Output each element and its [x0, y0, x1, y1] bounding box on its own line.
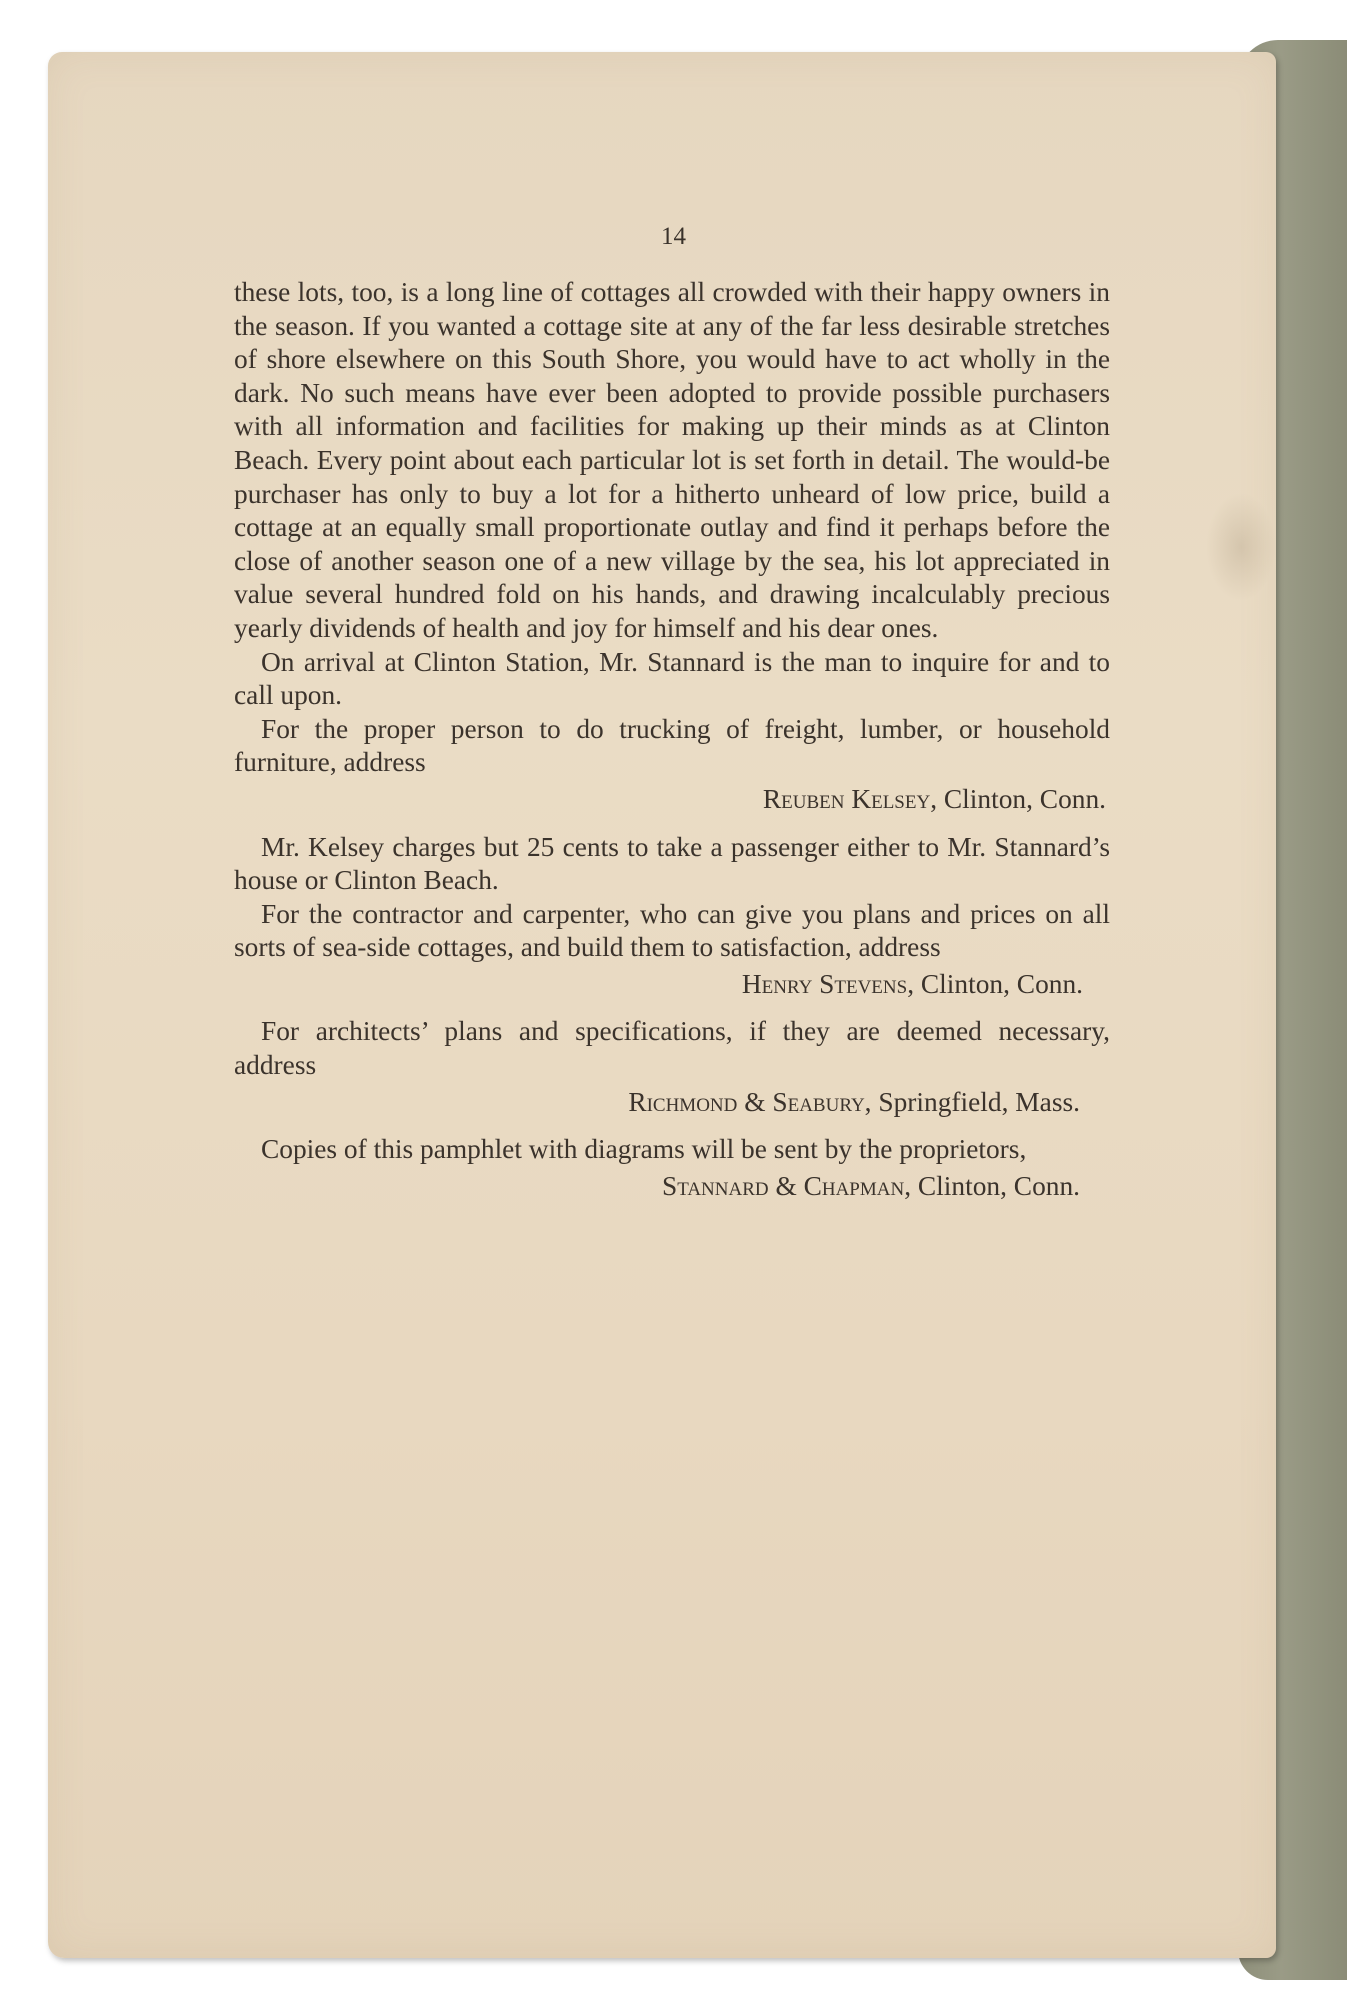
paragraph-arrival: On arrival at Clinton Station, Mr. Stannard is the man to inquire for and to call upon. — [234, 646, 1110, 711]
paragraph-copies: Copies of this pamphlet with diagrams will be sent by the proprietors, — [261, 1134, 1027, 1165]
contact-richmond-seabury — [234, 1086, 1110, 1120]
paragraph-lots: these lots, too, is a long line of cottages all crowded with their happy owners in the season. If you wanted a cottage site at any of the far less desirable stretches of shore elsewhere on this South Shore, you would have to act wholly in the dark. No such means have ever been adopted to provide possible purchasers with all information and facilities for making up their minds as at Clinton Beach. Every point about each particular lot is set forth in detail. The would-be purchaser has only to buy a lot for a hitherto unheard of low price, build a cottage at an equally small proportionate outlay and find it perhaps before the close of another season one of a new village by the sea, his lot appreciated in value several hundred fold on his hands, and drawing incalculably precious yearly dividends of health and joy for himself and his dear ones. — [234, 277, 1110, 643]
contact-kelsey — [234, 783, 1110, 817]
page-number: 14 — [661, 223, 686, 250]
paragraph-architects: For architects’ plans and specifications, if they are deemed necessary, address — [234, 1016, 1110, 1081]
paragraph-contractor: For the contractor and carpenter, who can give you plans and prices on all sorts of sea-side cottages, and build them to satisfaction, address — [234, 898, 1110, 963]
contact-name: Richmond & Seabury — [628, 1086, 865, 1117]
body-text — [234, 276, 1110, 1217]
contact-place: , Clinton, Conn. — [930, 783, 1106, 814]
contact-name: Stannard & Chapman — [662, 1170, 905, 1201]
page-stain — [1206, 492, 1276, 602]
contact-name: Reuben Kelsey — [762, 783, 931, 814]
contact-name: Henry Stevens — [741, 968, 908, 999]
paragraph-trucking: For the proper person to do trucking of freight, lumber, or household furniture, address — [234, 713, 1110, 778]
contact-place: , Clinton, Conn. — [907, 968, 1083, 999]
contact-place: , Springfield, Mass. — [864, 1086, 1080, 1117]
contact-stevens — [234, 968, 1110, 1002]
paragraph-kelsey-fare: Mr. Kelsey charges but 25 cents to take a passenger either to Mr. Stannard’s house or Clinton Beach. — [234, 831, 1110, 896]
contact-place: , Clinton, Conn. — [904, 1170, 1080, 1201]
contact-stannard-chapman — [234, 1170, 1110, 1204]
